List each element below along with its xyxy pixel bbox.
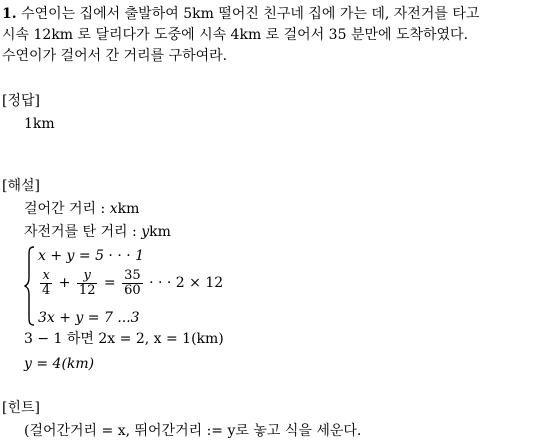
problem-line-1 (2, 5, 479, 23)
hint-heading: [힌트] (2, 400, 40, 416)
eq2-plus: + (58, 275, 71, 291)
eq2-fraction-1-num: x (40, 269, 52, 284)
problem-number: 1. (2, 6, 17, 22)
walk-distance-line (24, 200, 139, 218)
equation-2 (38, 266, 223, 300)
solution-step-2: y = 4(km) (24, 356, 95, 372)
walk-distance-label: 걸어간 거리 : (24, 201, 110, 217)
eq2-fraction-1 (40, 269, 52, 298)
bike-distance-unit: km (149, 224, 171, 240)
problem-line-3: 수연이가 걸어서 간 거리를 구하여라. (2, 48, 228, 64)
eq2-fraction-2-den: 12 (78, 282, 96, 298)
problem-line-2: 시속 12km 로 달리다가 도중에 시속 4km 로 걸어서 35 분만에 도착하였다. (2, 27, 469, 43)
bike-distance-label: 자전거를 탄 거리 : (24, 224, 142, 240)
hint-text: (걸어간거리 = x, 뛰어간거리 := y로 놓고 식을 세운다. (24, 423, 362, 439)
system-brace-icon (24, 246, 36, 326)
equation-3: 3x + y = 7 ...3 (38, 310, 140, 326)
answer-value: 1km (24, 116, 55, 132)
eq2-fraction-2 (77, 269, 98, 298)
eq2-fraction-3-num: 35 (124, 267, 141, 283)
eq2-equals: = (103, 275, 116, 291)
problem-text-1: 수연이는 집에서 출발하여 5km 떨어진 친구네 집에 가는 데, 자전거를 타고 (21, 6, 480, 22)
equation-1: x + y = 5 · · · 1 (38, 248, 145, 264)
bike-distance-line (24, 223, 171, 241)
eq2-fraction-1-den: 4 (42, 282, 51, 298)
walk-distance-var: x (109, 201, 118, 217)
eq2-fraction-3 (122, 269, 143, 298)
eq2-fraction-3-den: 60 (124, 282, 141, 298)
answer-heading: [정답] (2, 93, 40, 109)
solution-step-1: 3 − 1 하면 2x = 2, x = 1(km) (24, 331, 224, 347)
eq2-fraction-2-num: y (77, 269, 98, 284)
solution-heading: [해설] (2, 178, 40, 194)
walk-distance-unit: km (117, 201, 140, 217)
bike-distance-var: y (141, 224, 150, 240)
eq2-tail: · · · 2 × 12 (149, 275, 224, 291)
